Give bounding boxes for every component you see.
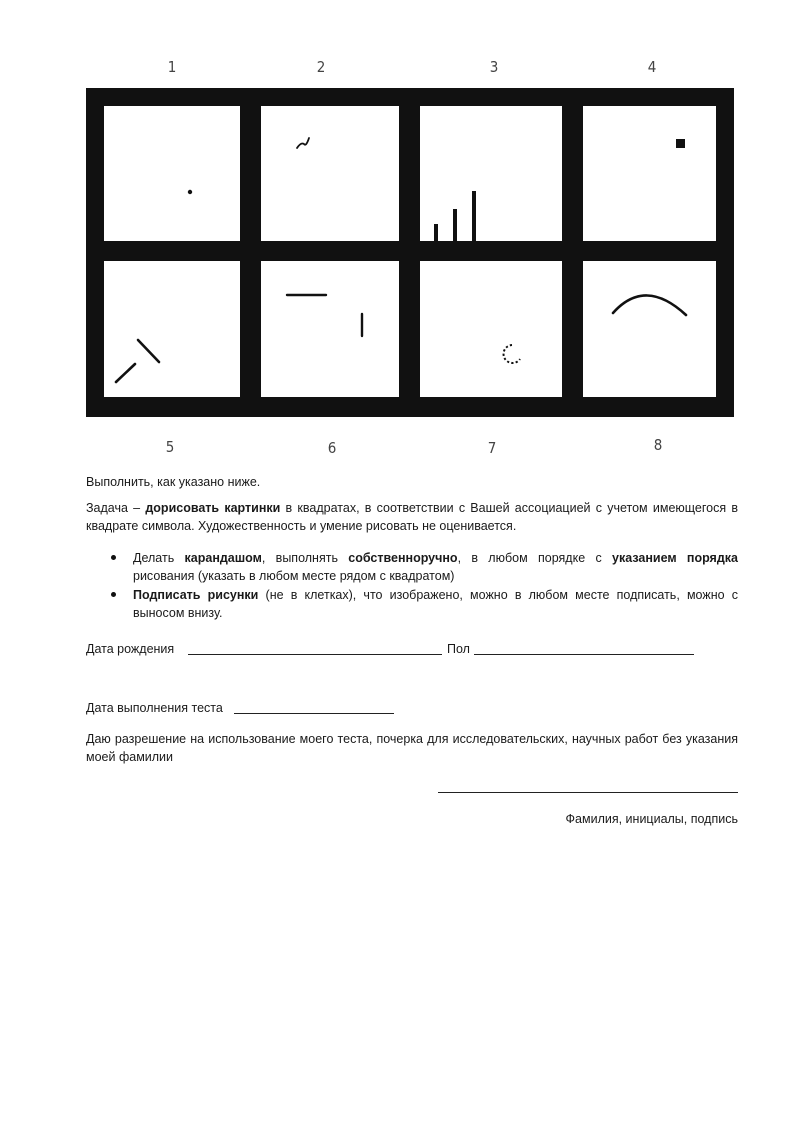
list-item [108,586,738,622]
birth-date-label: Дата рождения [86,642,175,656]
square-3[interactable] [420,106,562,241]
square-number-7: 7 [487,439,497,457]
stimulus-wavy-line [261,106,399,241]
square-number-3: 3 [489,58,499,76]
stimulus-horizontal-vertical-lines [261,261,399,397]
task-list [108,549,738,623]
square-4[interactable] [583,106,716,241]
gender-label: Пол [447,642,470,656]
stimulus-arc [583,261,716,397]
square-8[interactable] [583,261,716,397]
square-number-8: 8 [653,436,663,454]
drawing-grid [86,88,734,417]
square-number-2: 2 [316,58,326,76]
signature-caption: Фамилия, инициалы, подпись [565,812,738,826]
square-number-6: 6 [327,439,337,457]
stimulus-black-square [583,106,716,241]
stimulus-dot [104,106,240,241]
square-number-1: 1 [167,58,177,76]
bullet1-e: , в любом порядке с [457,551,613,565]
test-date-label: Дата выполнения теста [86,701,223,715]
bullet1-g: рисования (указать в любом месте рядом с квадратом) [133,569,455,583]
square-7[interactable] [420,261,562,397]
task-prefix: Задача – [86,501,146,515]
permission-text: Даю разрешение на использование моего теста, почерка для исследовательских, научных работ без указания моей фамилии [86,732,738,764]
square-2[interactable] [261,106,399,241]
bullet1-a: Делать [133,551,185,565]
list-item [108,549,738,585]
gender-field[interactable] [474,654,694,655]
stimulus-three-bars [420,106,562,241]
stimulus-dotted-arc [420,261,562,397]
intro-text: Выполнить, как указано ниже. [86,475,261,489]
task-description [86,499,738,535]
stimulus-two-diagonal-lines [104,261,240,397]
birth-date-field[interactable] [188,654,442,655]
bullet1-f: указанием порядка [612,551,738,565]
square-5[interactable] [104,261,240,397]
bullet1-c: , выполнять [261,551,349,565]
square-1[interactable] [104,106,240,241]
test-date-field[interactable] [234,713,394,714]
task-rest: в квадратах, в соответствии с Вашей ассоциацией с учетом имеющегося в квадрате символа. Художественность и умение рисовать не оценивается. [86,501,739,533]
square-number-4: 4 [647,58,657,76]
square-6[interactable] [261,261,399,397]
square-number-5: 5 [165,438,175,456]
bullet2-a: Подписать рисунки [133,588,259,602]
bullet1-b: карандашом [184,551,262,565]
bullet2-b: (не в клетках), что изображено, можно в любом месте подписать, можно с выносом внизу. [133,588,738,620]
task-bold: дорисовать картинки [145,501,281,515]
bullet1-d: собственноручно [348,551,458,565]
signature-field[interactable] [438,792,738,793]
